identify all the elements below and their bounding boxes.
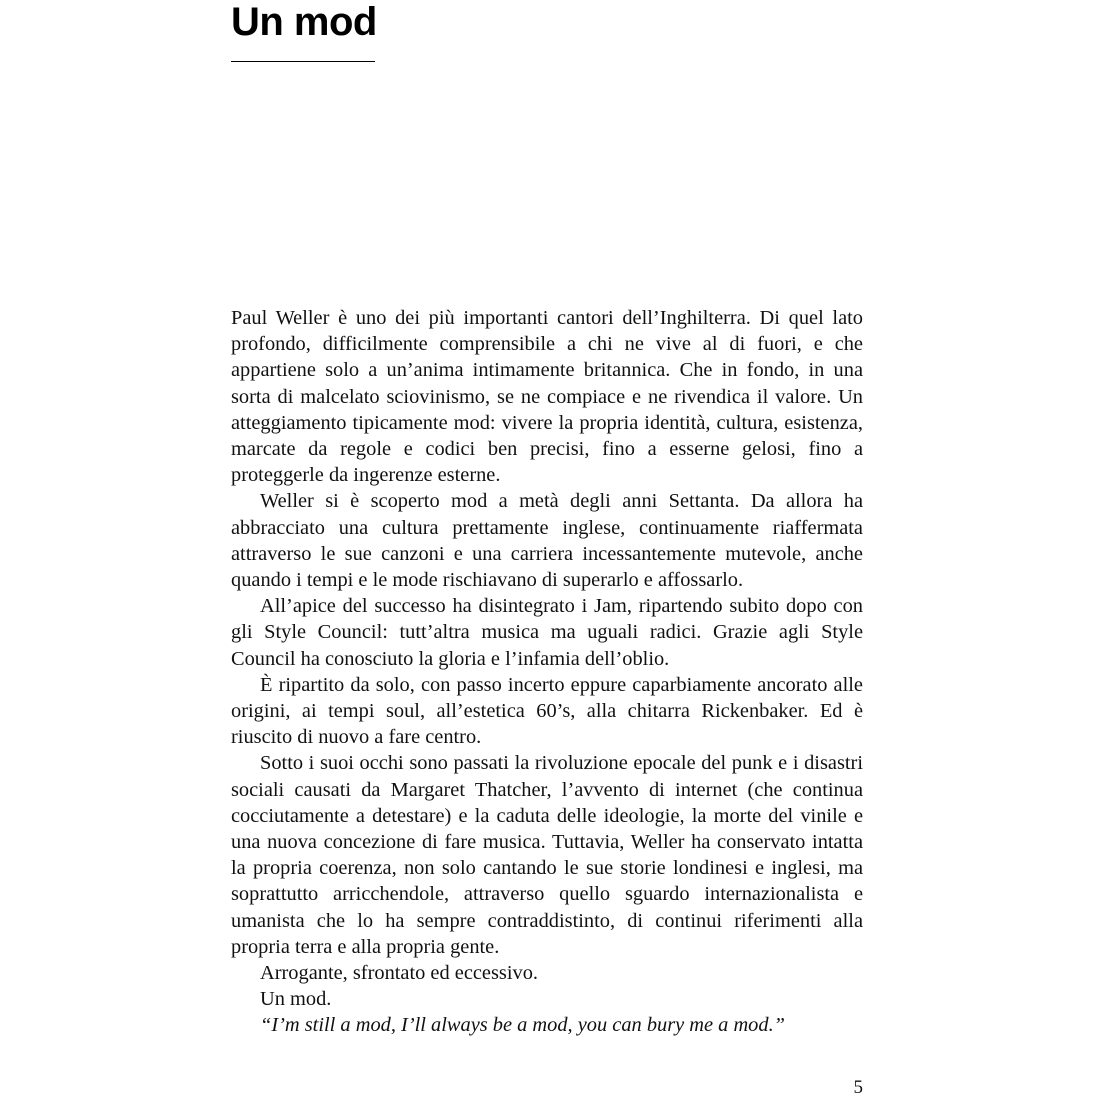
paragraph-un-mod: Un mod. (260, 988, 332, 1011)
paragraph-mod-seventies: Weller si è scoperto mod a metà degli anni Settanta. Da allora ha abbracciato una cultura prettamente inglese, continuamente riaffermata attraverso le sue canzoni e una carriera incessantemente mutevole, anche quando i tempi e le mode rischiavano di superarlo e affossarlo. (231, 490, 863, 592)
body-text (231, 305, 863, 1039)
paragraph-intro: Paul Weller è uno dei più importanti cantori dell’Inghilterra. Di quel lato profondo, difficilmente comprensibile a chi ne vive al di fuori, e che appartiene solo a un’anima intimamente britannica. Che in fondo, in una sorta di malcelato sciovinismo, se ne compiace e ne rivendica il valore. Un atteggiamento tipicamente mod: vivere la propria identità, cultura, esistenza, marcate da regole e codici ben precisi, fino a esserne gelosi, fino a proteggerle da ingerenze esterne. (231, 307, 863, 487)
title-underline (231, 61, 375, 62)
paragraph-quote: “I’m still a mod, I’ll always be a mod, you can bury me a mod.” (260, 1014, 786, 1037)
paragraph-history: Sotto i suoi occhi sono passati la rivoluzione epocale del punk e i disastri sociali causati da Margaret Thatcher, l’avvento di internet (che continua cocciutamente a detestare) e la caduta delle ideologie, la morte del vinile e una nuova concezione di fare musica. Tuttavia, Weller ha conservato intatta la propria coerenza, non solo cantando le sue storie londinesi e inglesi, ma soprattutto arricchendole, attraverso quello sguardo internazionalista e umanista che lo ha sempre contraddistinto, di continui riferimenti alla propria terra e alla propria gente. (231, 752, 863, 958)
paragraph-arrogante: Arrogante, sfrontato ed eccessivo. (260, 962, 539, 985)
paragraph-solo-career: È ripartito da solo, con passo incerto eppure caparbiamente ancorato alle origini, ai tempi soul, all’estetica 60’s, alla chitarra Rickenbaker. Ed è riuscito di nuovo a fare centro. (231, 673, 863, 749)
paragraph-style-council: All’apice del successo ha disintegrato i Jam, ripartendo subito dopo con gli Style Council: tutt’altra musica ma uguali radici. Grazie agli Style Council ha conosciuto la gloria e l’infamia dell’oblio. (231, 595, 863, 670)
page-number: 5 (853, 1077, 863, 1098)
page-title: Un mod (231, 0, 377, 44)
